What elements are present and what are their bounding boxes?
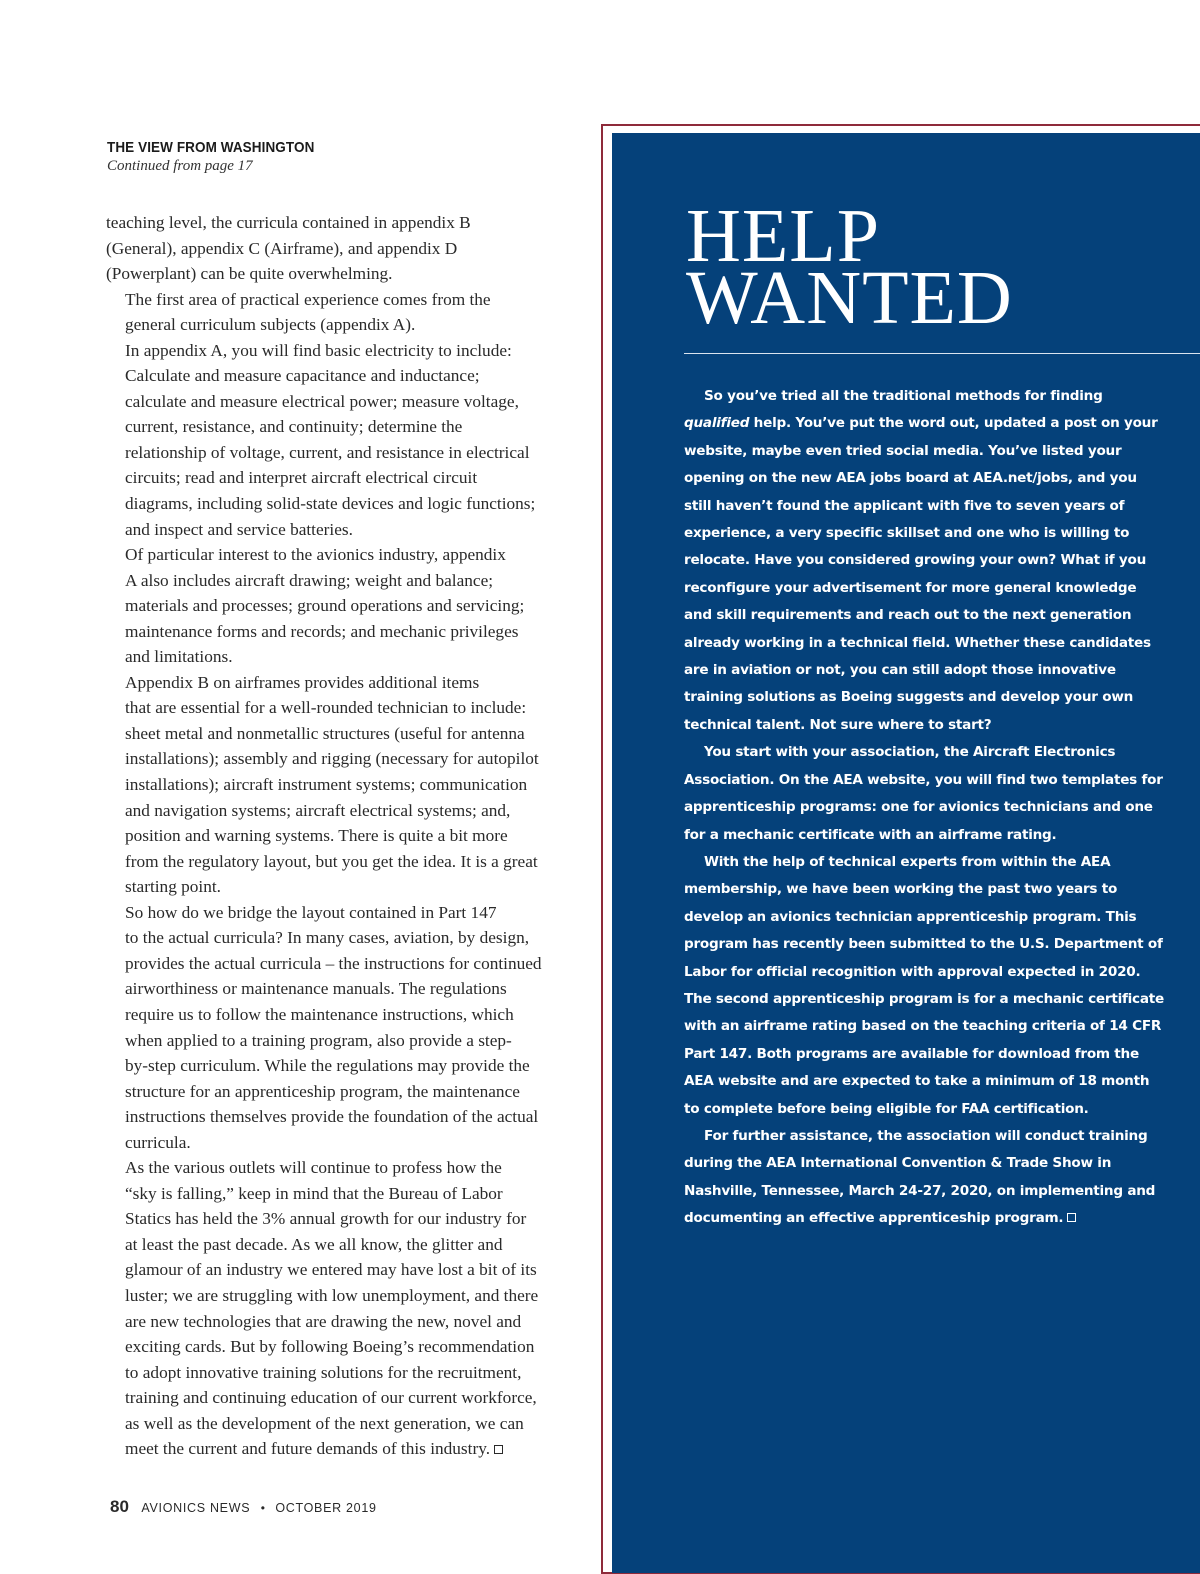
text-line: when applied to a training program, also provide a step- [125, 1030, 512, 1050]
text-line: (General), appendix C (Airframe), and appendix D [106, 238, 458, 258]
text-line: installations); aircraft instrument systems; communication [125, 775, 528, 795]
sidebar-paragraph: So you’ve tried all the traditional methods for finding qualified help. You’ve put the word out, updated a post on your website, maybe even tried social media. You’ve listed your opening on the new AEA jobs board at AEA.net/jobs, and you still haven’t found the applicant with five to seven years of experience, a very specific skillset and one who is willing to relocate. Have you considered growing your own? What if you reconfigure your advertisement for more general knowledge and skill requirements and reach out to the next generation already working in a technical field. Whether these candidates are in aviation or not, you can still adopt those innovative training solutions as Boeing suggests and develop your own technical talent. Not sure where to start? [684, 388, 1158, 733]
publication-name: AVIONICS NEWS [141, 1501, 251, 1515]
page-footer [110, 1497, 377, 1517]
text-line: relationship of voltage, current, and resistance in electrical [125, 442, 530, 462]
text-line: As the various outlets will continue to profess how the [125, 1158, 502, 1178]
article-paragraph [106, 210, 558, 287]
text-line: sheet metal and nonmetallic structures (useful for antenna [125, 723, 525, 743]
article-body-column [106, 210, 558, 1462]
text-line: that are essential for a well-rounded technician to include: [125, 698, 527, 718]
text-line: training and continuing education of our current workforce, [125, 1388, 537, 1408]
section-kicker: THE VIEW FROM WASHINGTON [107, 139, 315, 156]
text-line: A also includes aircraft drawing; weight and balance; [125, 570, 494, 590]
text-line: airworthiness or maintenance manuals. The regulations [125, 979, 507, 999]
text-line: installations); assembly and rigging (necessary for autopilot [125, 749, 539, 769]
text-line: position and warning systems. There is quite a bit more [125, 826, 508, 846]
text-line: luster; we are struggling with low unemployment, and there [125, 1285, 539, 1305]
emphasis: qualified [684, 415, 750, 432]
sidebar-paragraph: With the help of technical experts from within the AEA membership, we have been working the past two years to develop an avionics technician apprenticeship program. This program has recently been submitted to the U.S. Department of Labor for official recognition with approval expected in 2020. The second apprenticeship program is for a mechanic certificate with an airframe rating based on the teaching criteria of 14 CFR Part 147. Both programs are available for download from the AEA website and are expected to take a minimum of 18 month to complete before being eligible for FAA certification. [684, 853, 1165, 1117]
sidebar-body [684, 383, 1164, 1233]
text-line: meet the current and future demands of this industry. [106, 1436, 558, 1462]
text-line: In appendix A, you will find basic electricity to include: [125, 340, 512, 360]
text-line: Statics has held the 3% annual growth for our industry for [125, 1209, 527, 1229]
text-line: and limitations. [125, 647, 233, 667]
text-line: Calculate and measure capacitance and inductance; [125, 366, 480, 386]
text-line: circuits; read and interpret aircraft electrical circuit [125, 468, 478, 488]
sidebar-paragraph: You start with your association, the Aircraft Electronics Association. On the AEA website, you will find two templates for apprenticeship programs: one for avionics technicians and one for a mechanic certificate with an airframe rating. [684, 744, 1163, 843]
text-line: general curriculum subjects (appendix A). [125, 315, 416, 335]
sidebar-title-line1: HELP [686, 194, 880, 278]
text-line: by-step curriculum. While the regulations may provide the [125, 1056, 530, 1076]
text-line: to the actual curricula? In many cases, aviation, by design, [125, 928, 530, 948]
text-line: current, resistance, and continuity; determine the [125, 417, 463, 437]
footer-separator: • [260, 1501, 265, 1515]
text-line: provides the actual curricula – the instructions for continued [125, 953, 542, 973]
text-line: starting point. [125, 877, 222, 897]
article-paragraph [106, 338, 558, 542]
text-line: as well as the development of the next generation, we can [125, 1413, 524, 1433]
end-mark-icon [1067, 1213, 1076, 1222]
text-line: curricula. [125, 1132, 191, 1152]
text-line: So how do we bridge the layout contained in Part 147 [125, 902, 497, 922]
article-paragraph [106, 670, 558, 900]
text-line: (Powerplant) can be quite overwhelming. [106, 264, 393, 284]
text-line: maintenance forms and records; and mechanic privileges [125, 621, 519, 641]
sidebar-divider [684, 353, 1200, 354]
text-line: require us to follow the maintenance instructions, which [125, 1004, 514, 1024]
text-line: at least the past decade. As we all know, the glitter and [125, 1234, 503, 1254]
end-mark-icon [494, 1445, 503, 1454]
text-line: instructions themselves provide the foundation of the actual [125, 1107, 539, 1127]
issue-date: OCTOBER 2019 [275, 1501, 377, 1515]
text-line: to adopt innovative training solutions for the recruitment, [125, 1362, 522, 1382]
text-line: diagrams, including solid-state devices and logic functions; [125, 494, 536, 514]
text-line: calculate and measure electrical power; measure voltage, [125, 391, 519, 411]
text-line: teaching level, the curricula contained in appendix B [106, 213, 471, 232]
page-number: 80 [110, 1497, 129, 1516]
text-line: The first area of practical experience comes from the [125, 289, 491, 309]
continued-from-note: Continued from page 17 [107, 158, 253, 174]
article-paragraph [106, 542, 558, 670]
text-line: from the regulatory layout, but you get the idea. It is a great [125, 851, 538, 871]
text-line: materials and processes; ground operations and servicing; [125, 596, 525, 616]
text-line: and inspect and service batteries. [125, 519, 353, 539]
text-line: and navigation systems; aircraft electrical systems; and, [125, 800, 511, 820]
sidebar-title [686, 194, 1013, 340]
text-line: glamour of an industry we entered may have lost a bit of its [125, 1260, 537, 1280]
article-paragraph [106, 287, 558, 338]
text-line: “sky is falling,” keep in mind that the Bureau of Labor [125, 1183, 503, 1203]
text-line: structure for an apprenticeship program, the maintenance [125, 1081, 520, 1101]
text-line: Appendix B on airframes provides additional items [125, 672, 480, 692]
article-paragraph [106, 900, 558, 1155]
sidebar-paragraph: For further assistance, the association will conduct training during the AEA International Convention & Trade Show in Nashville, Tennessee, March 24-27, 2020, on implementing and documenting an effective apprenticeship program. [684, 1127, 1156, 1227]
text-line: exciting cards. But by following Boeing’s recommendation [125, 1337, 535, 1357]
article-paragraph [106, 1155, 558, 1462]
text-line: are new technologies that are drawing the new, novel and [125, 1311, 522, 1331]
sidebar-title-line2: WANTED [686, 256, 1013, 340]
article-header [107, 139, 337, 175]
text-line: Of particular interest to the avionics industry, appendix [125, 545, 506, 565]
